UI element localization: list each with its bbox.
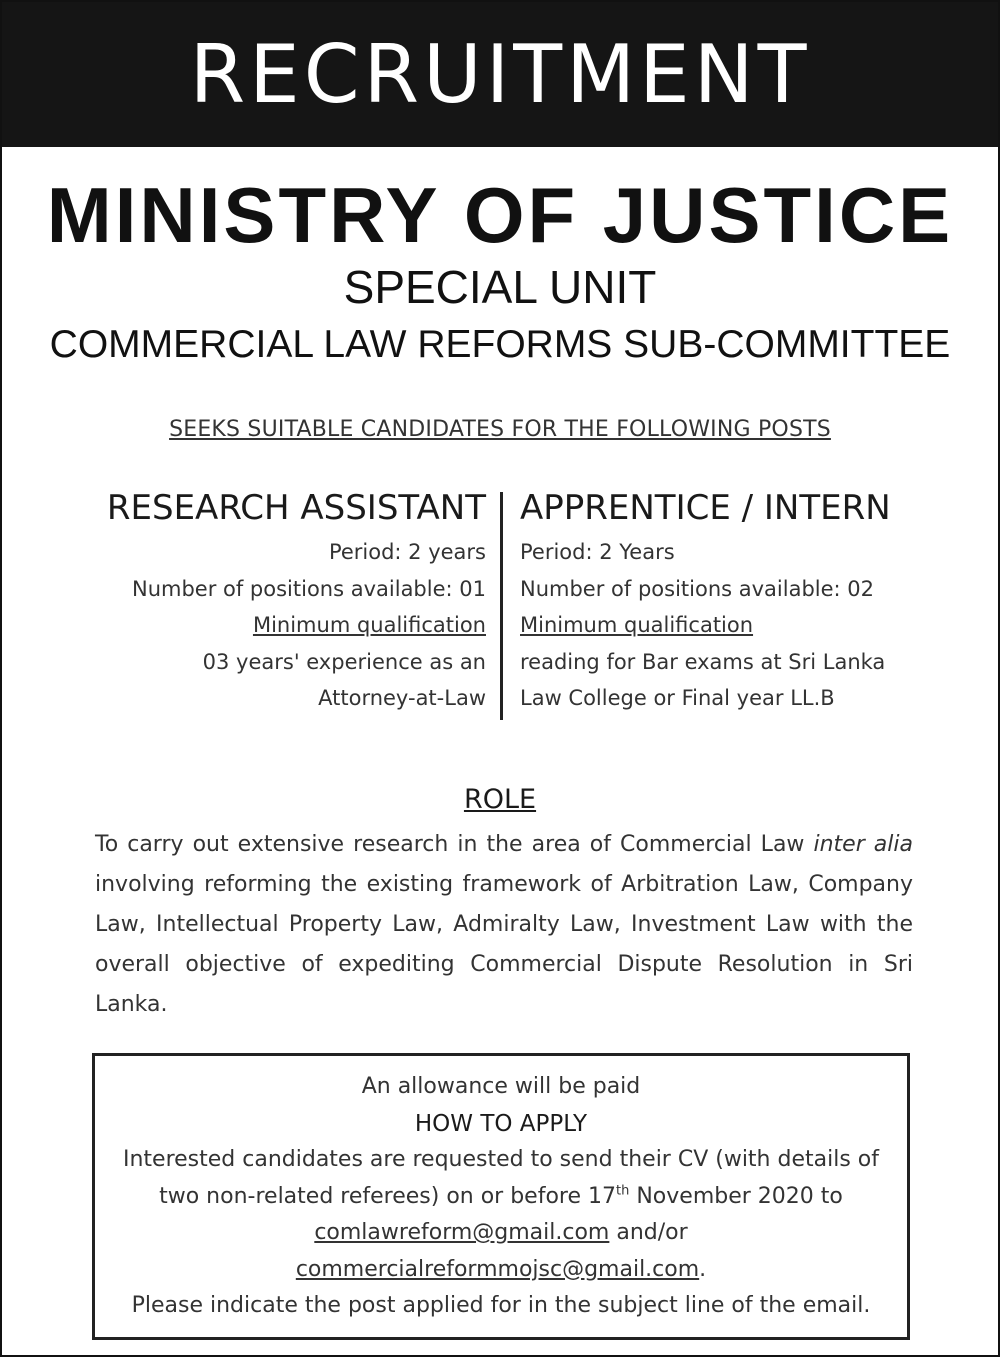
post-period: Period: 2 Years	[520, 540, 675, 564]
post-apprentice-intern	[520, 486, 960, 717]
column-divider	[500, 492, 503, 720]
qualification-text: Attorney-at-Law	[318, 686, 486, 710]
how-to-apply-box	[92, 1053, 910, 1340]
role-text: involving reforming the existing framework of Arbitration Law, Company Law, Intellectual Property Law, Admiralty Law, Investment Law with the overall objective of expediting Commercial Dispute Resolution in Sri Lanka.	[95, 872, 913, 1017]
role-heading: ROLE	[463, 784, 537, 815]
email-link-comlawreform[interactable]: comlawreform@gmail.com	[314, 1220, 610, 1245]
qualification-text: Law College or Final year LL.B	[520, 686, 835, 710]
deadline-text: November 2020 to	[629, 1183, 843, 1209]
role-text: To carry out extensive research in the area of Commercial Law	[95, 832, 814, 857]
qualification-text: 03 years' experience as an	[202, 649, 486, 674]
qualification-label: Minimum qualification	[520, 613, 754, 637]
email-link-commercialreform[interactable]: commercialreformmojsc@gmail.com	[295, 1256, 700, 1282]
ministry-title: MINISTRY OF JUSTICE	[46, 171, 954, 259]
apply-instructions: Interested candidates are requested to send their CV (with details of	[122, 1147, 879, 1172]
role-description	[95, 825, 913, 1025]
committee-title: COMMERCIAL LAW REFORMS SUB-COMMITTEE	[49, 323, 951, 366]
seeks-candidates-heading: SEEKS SUITABLE CANDIDATES FOR THE FOLLOWING POSTS	[169, 417, 831, 442]
qualification-label: Minimum qualification	[252, 613, 486, 637]
unit-title: SPECIAL UNIT	[343, 261, 657, 313]
role-text-italic: inter alia	[813, 832, 913, 857]
ordinal-suffix: th	[616, 1183, 630, 1199]
recruitment-banner: RECRUITMENT	[2, 2, 998, 147]
apply-deadline	[95, 1179, 907, 1216]
post-title: RESEARCH ASSISTANT	[106, 488, 486, 528]
deadline-text: two non-related referees) on or before 17	[159, 1183, 617, 1209]
subject-line-note: Please indicate the post applied for in the subject line of the email.	[131, 1293, 871, 1318]
qualification-text: reading for Bar exams at Sri Lanka	[520, 649, 886, 674]
post-research-assistant	[42, 486, 486, 717]
connector-text: and/or	[609, 1220, 688, 1245]
post-positions: Number of positions available: 01	[131, 576, 486, 601]
post-title: APPRENTICE / INTERN	[520, 488, 891, 528]
post-period: Period: 2 years	[328, 540, 486, 564]
punctuation: .	[699, 1256, 707, 1282]
allowance-note: An allowance will be paid	[361, 1074, 641, 1099]
post-positions: Number of positions available: 02	[520, 576, 875, 601]
how-to-apply-heading: HOW TO APPLY	[414, 1110, 588, 1137]
